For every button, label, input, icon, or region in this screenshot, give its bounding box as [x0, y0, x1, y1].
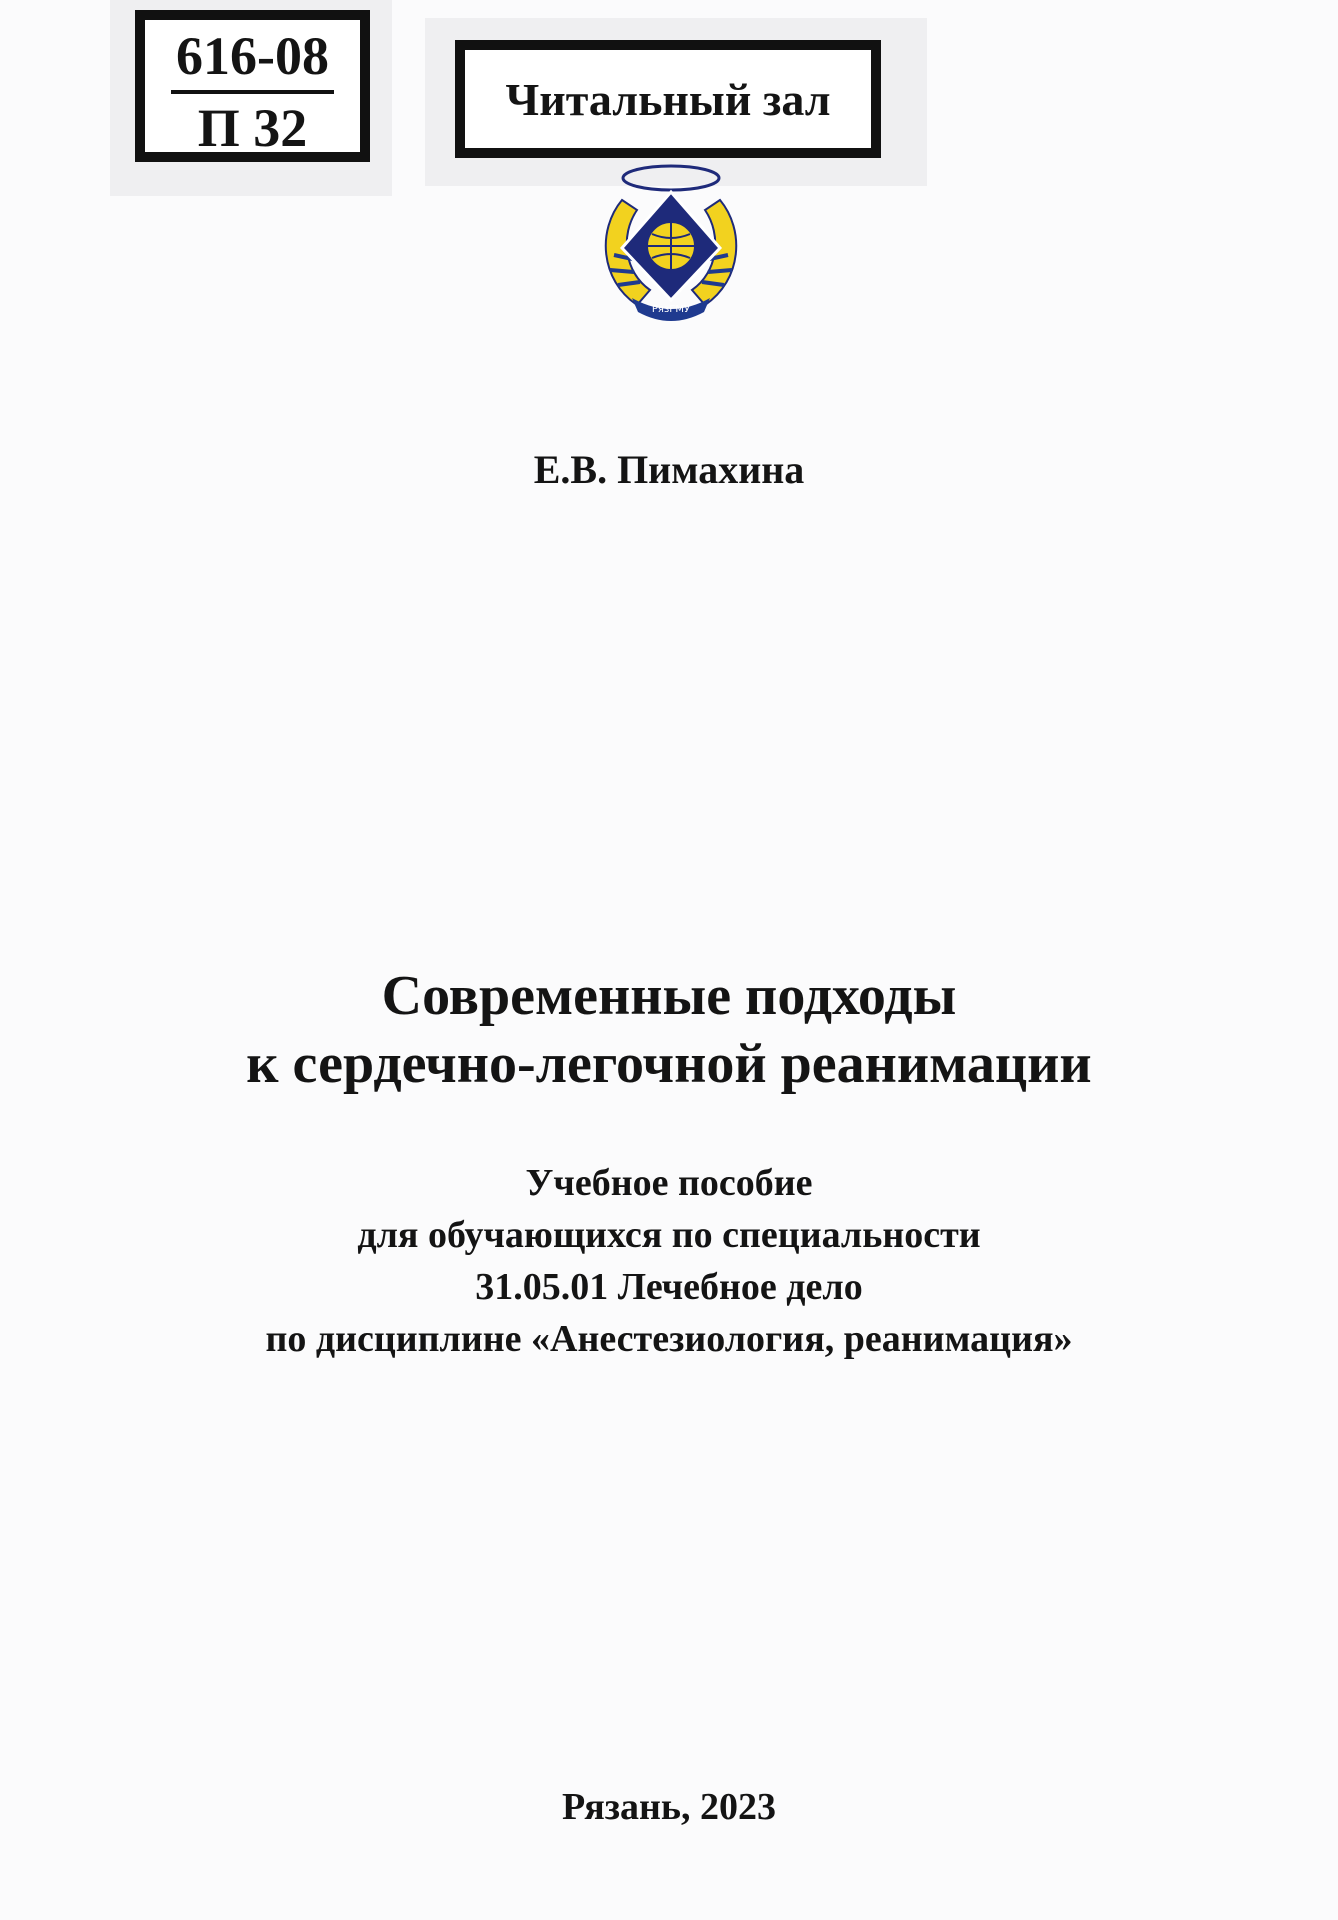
author-name: Е.В. Пимахина: [533, 447, 805, 492]
university-emblem-icon: [592, 160, 750, 325]
reading-room-stamp: [455, 40, 881, 158]
stamp-divider: [171, 90, 334, 94]
author-mark: П 32: [197, 98, 308, 158]
title-line-2: к сердечно-легочной реанимации: [246, 1033, 1092, 1095]
subtitle-line-2: для обучающихся по специальности: [357, 1214, 981, 1256]
reading-room-label: Читальный зал: [505, 73, 831, 125]
title-line-1: Современные подходы: [381, 965, 957, 1027]
subtitle-line-4: по дисциплине «Анестезиология, реанимация»: [265, 1318, 1073, 1360]
imprint-city-year: Рязань, 2023: [561, 1786, 777, 1828]
shelf-code-stamp: [135, 10, 370, 162]
book-title: [0, 962, 1338, 1098]
subtitle-line-1: Учебное пособие: [525, 1162, 813, 1204]
class-code: 616-08: [176, 26, 329, 86]
emblem-label: РязГМУ: [651, 304, 691, 315]
book-subtitle: [0, 1157, 1338, 1365]
subtitle-line-3: 31.05.01 Лечебное дело: [475, 1266, 863, 1308]
